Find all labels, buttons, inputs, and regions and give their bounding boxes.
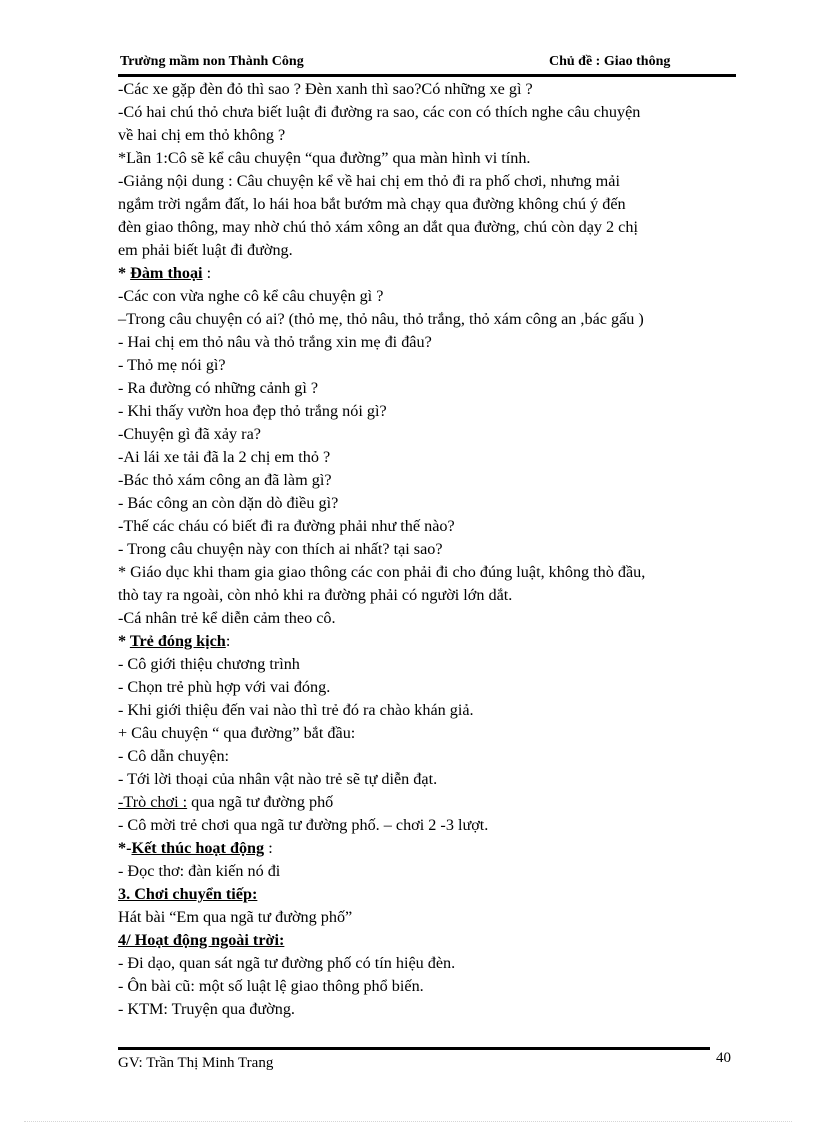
heading-title: Kết thúc hoạt động — [131, 839, 265, 857]
heading-suffix: : — [225, 632, 231, 650]
heading-title: Trẻ đóng kịch — [129, 632, 226, 650]
footer-rule — [118, 1047, 710, 1050]
text-line: - Hai chị em thỏ nâu và thỏ trắng xin mẹ đi đâu? — [118, 333, 432, 351]
heading-suffix: : — [202, 264, 212, 282]
text-line: - Cô mời trẻ chơi qua ngã tư đường phố. – chơi 2 -3 lượt. — [118, 816, 489, 834]
text-line: -Thế các cháu có biết đi ra đường phải như thế nào? — [118, 517, 455, 535]
heading-title: Đàm thoại — [130, 264, 203, 282]
text-line: - Thỏ mẹ nói gì? — [118, 356, 226, 374]
heading-title: -Trò chơi : — [118, 793, 188, 811]
text-line: - Cô giới thiệu chương trình — [118, 655, 300, 673]
section-heading-choi-chuyen-tiep: 3. Chơi chuyển tiếp: — [118, 885, 258, 903]
section-heading-hoat-dong-ngoai-troi: 4/ Hoạt động ngoài trời: — [118, 931, 285, 949]
text-line: - Tới lời thoại của nhân vật nào trẻ sẽ tự diễn đạt. — [118, 770, 438, 788]
text-line: -Giảng nội dung : Câu chuyện kể về hai chị em thỏ đi ra phố chơi, nhưng mải — [118, 172, 620, 190]
section-heading-ket-thuc — [118, 837, 736, 860]
section-heading-tre-dong-kich — [118, 630, 736, 653]
page-header — [118, 54, 736, 77]
text-line: đèn giao thông, may nhờ chú thỏ xám xông an dắt qua đường, chú còn dạy 2 chị — [118, 218, 638, 236]
text-line: *Lần 1:Cô sẽ kể câu chuyện “qua đường” qua màn hình vi tính. — [118, 149, 531, 167]
page-number: 40 — [716, 1050, 731, 1066]
section-heading-tro-choi — [118, 791, 736, 814]
page-edge-divider — [24, 1121, 792, 1122]
text-line: - KTM: Truyện qua đường. — [118, 1000, 295, 1018]
text-line: -Bác thỏ xám công an đã làm gì? — [118, 471, 332, 489]
text-line: -Chuyện gì đã xảy ra? — [118, 425, 261, 443]
text-line: - Ôn bài cũ: một số luật lệ giao thông phổ biến. — [118, 977, 424, 995]
heading-prefix: * — [118, 264, 131, 282]
heading-prefix: * — [118, 632, 130, 650]
text-line: thò tay ra ngoài, còn nhỏ khi ra đường phải có người lớn dắt. — [118, 586, 513, 604]
text-line: * Giáo dục khi tham gia giao thông các con phải đi cho đúng luật, không thò đầu, — [118, 563, 646, 581]
text-line: -Có hai chú thỏ chưa biết luật đi đường ra sao, các con có thích nghe câu chuyện — [118, 103, 641, 121]
text-line: - Bác công an còn dặn dò điều gì? — [118, 494, 339, 512]
text-line: - Khi thấy vườn hoa đẹp thỏ trắng nói gì? — [118, 402, 387, 420]
text-line: - Trong câu chuyện này con thích ai nhất? tại sao? — [118, 540, 443, 558]
text-line: -Cá nhân trẻ kể diễn cảm theo cô. — [118, 609, 336, 627]
text-line: về hai chị em thỏ không ? — [118, 126, 286, 144]
heading-suffix: : — [264, 839, 273, 857]
text-line: - Đi dạo, quan sát ngã tư đường phố có tín hiệu đèn. — [118, 954, 456, 972]
text-line: em phải biết luật đi đường. — [118, 241, 293, 259]
text-line: -Các xe gặp đèn đỏ thì sao ? Đèn xanh thì sao?Có những xe gì ? — [118, 80, 533, 98]
school-name: Trường mầm non Thành Công — [120, 54, 304, 69]
text-line: - Chọn trẻ phù hợp với vai đóng. — [118, 678, 331, 696]
heading-prefix: *- — [118, 839, 132, 857]
text-line: ngắm trời ngắm đất, lo hái hoa bắt bướm mà chạy qua đường không chú ý đến — [118, 195, 626, 213]
text-line: -Ai lái xe tải đã la 2 chị em thỏ ? — [118, 448, 331, 466]
text-line: - Cô dẫn chuyện: — [118, 747, 230, 765]
text-line: –Trong câu chuyện có ai? (thỏ mẹ, thỏ nâu, thỏ trắng, thỏ xám công an ,bác gấu ) — [118, 310, 644, 328]
text-line: + Câu chuyện “ qua đường” bắt đầu: — [118, 724, 356, 742]
text-line: Hát bài “Em qua ngã tư đường phố” — [118, 908, 353, 926]
text-line: - Khi giới thiệu đến vai nào thì trẻ đó ra chào khán giả. — [118, 701, 474, 719]
text-line: -Các con vừa nghe cô kể câu chuyện gì ? — [118, 287, 384, 305]
heading-suffix: qua ngã tư đường phố — [187, 793, 334, 811]
lesson-body — [118, 78, 736, 1021]
text-line: - Ra đường có những cảnh gì ? — [118, 379, 319, 397]
text-line: - Đọc thơ: đàn kiến nó đi — [118, 862, 281, 880]
section-heading-dam-thoai — [118, 262, 736, 285]
topic-label: Chủ đề : Giao thông — [549, 54, 671, 69]
footer-author: GV: Trần Thị Minh Trang — [118, 1055, 274, 1071]
